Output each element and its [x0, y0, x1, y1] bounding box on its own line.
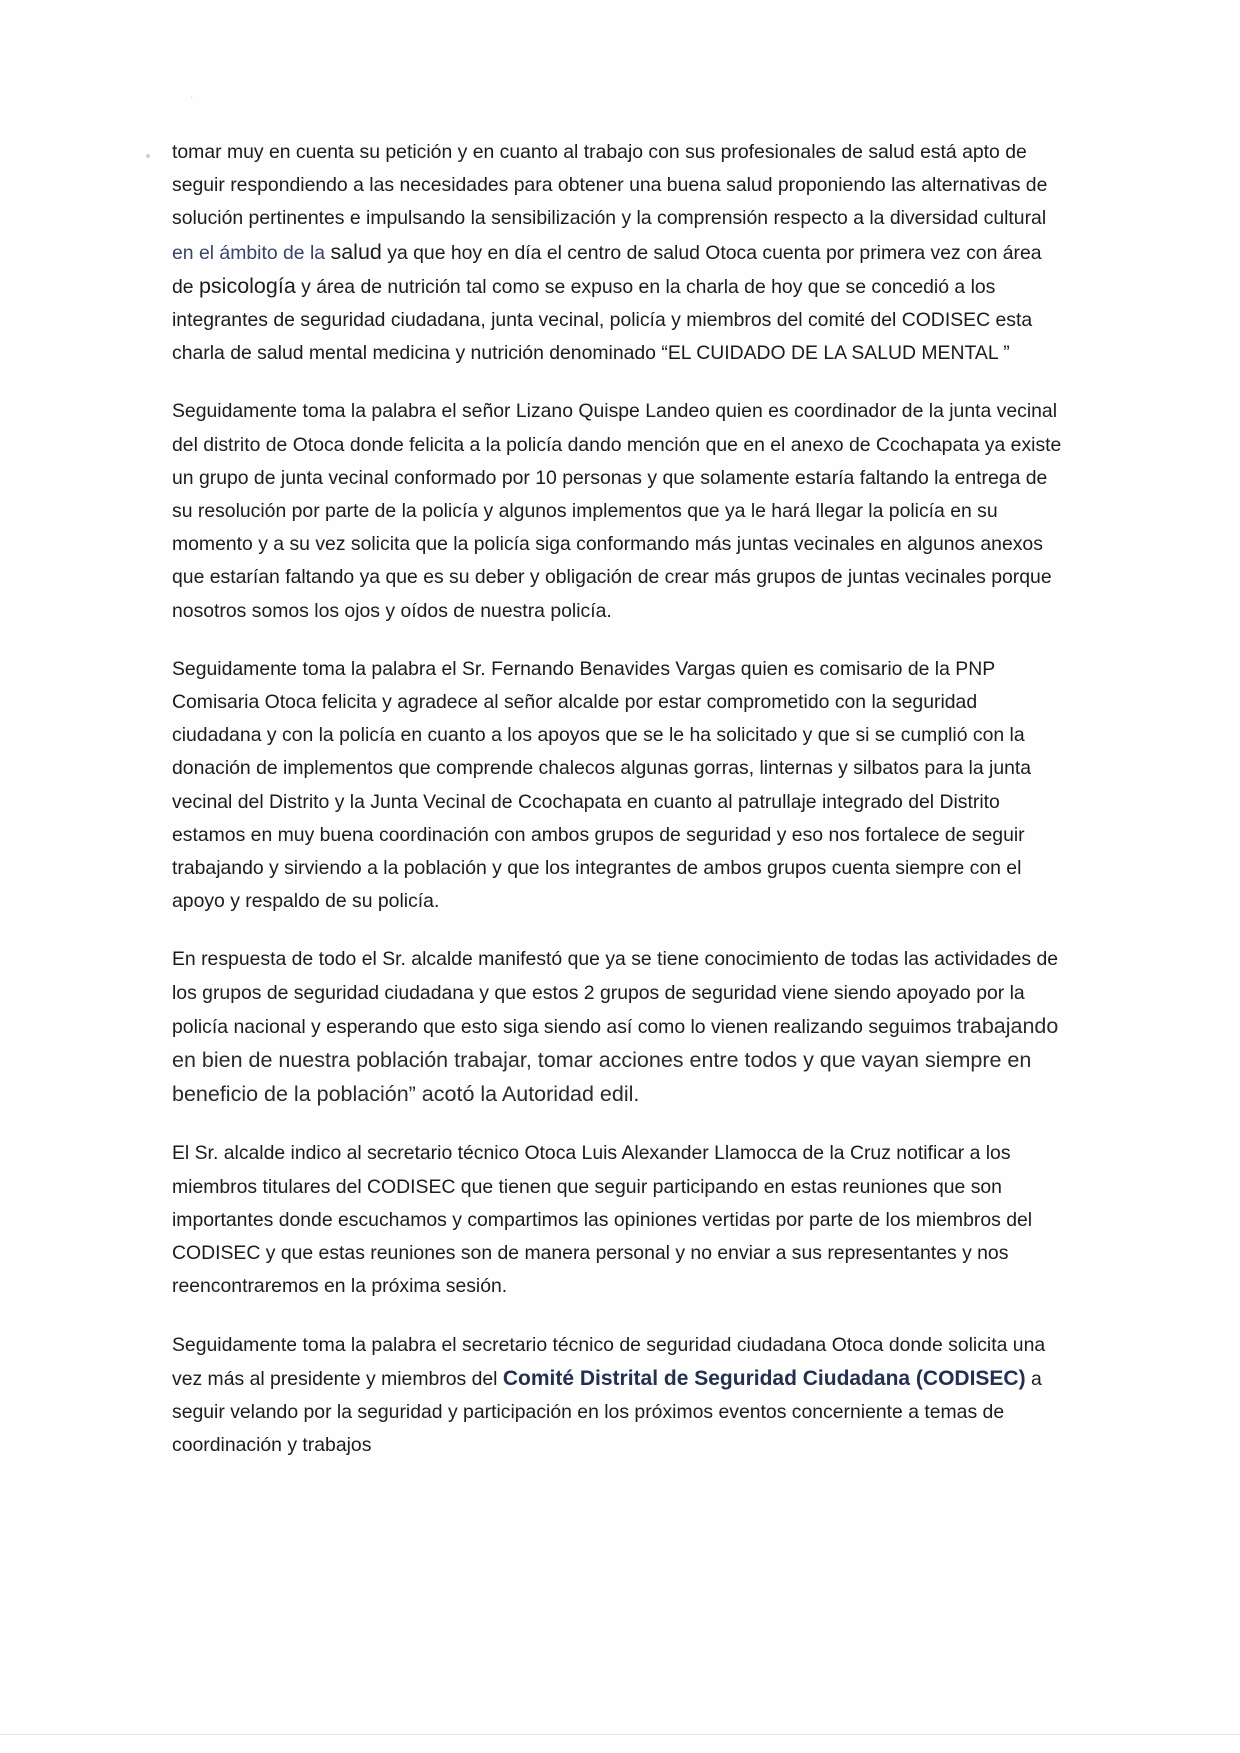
paragraph-1-text-a: tomar muy en cuenta su petición y en cuanto al trabajo con sus profesionales de salud está apto de seguir respondiendo a las necesidades para obtener una buena salud proponiendo las alternativas de solución pertinentes e impulsando la sensibilización y la comprensión respecto a la diversidad cultural	[172, 141, 1048, 230]
paragraph-1-text-d: ya que hoy en día el centro de salud Otoca cuenta por primera vez con área de	[172, 241, 1042, 298]
paragraph-4-text-a: En respuesta de todo el Sr. alcalde manifestó que ya se tiene conocimiento de todas las actividades de los grupos de seguridad ciudadana y que estos 2 grupos de seguridad viene siendo apoyado por la policía nacional y esperando que esto siga siendo así como lo vienen realizando seguimos	[172, 948, 1059, 1038]
paragraph-1-text-f: y área de nutrición tal como se expuso en la charla de hoy que se concedió a los integrantes de seguridad ciudadana, junta vecinal, policía y miembros del comité del CODISEC esta charla de salud mental medicina y nutrición denominado “EL CUIDADO DE LA SALUD MENTAL ”	[172, 275, 1033, 365]
paragraph-3	[172, 653, 1062, 919]
paragraph-6-text-c: a seguir velando por la seguridad y participación en los próximos eventos concerniente a temas de coordinación y trabajos	[172, 1367, 1042, 1457]
paragraph-2	[172, 395, 1062, 627]
paragraph-4	[172, 943, 1062, 1112]
paragraph-5	[172, 1137, 1062, 1303]
scan-speck: ·	[190, 93, 194, 104]
document-body	[172, 136, 1062, 1487]
paragraph-6-text-b: Comité Distrital de Seguridad Ciudadana (CODISEC)	[502, 1366, 1026, 1390]
paragraph-1-text-e: psicología	[198, 273, 296, 298]
paragraph-6	[172, 1329, 1062, 1463]
paragraph-5-text: El Sr. alcalde indico al secretario técnico Otoca Luis Alexander Llamocca de la Cruz notificar a los miembros titulares del CODISEC que tienen que seguir participando en estas reuniones que son importantes donde escuchamos y compartimos las opiniones vertidas por parte de los miembros del CODISEC y que estas reuniones son de manera personal y no enviar a sus representantes y nos reencontraremos en la próxima sesión.	[172, 1142, 1033, 1298]
margin-mark	[146, 154, 150, 158]
paragraph-6-text-a: Seguidamente toma la palabra el secretario técnico de seguridad ciudadana Otoca donde solicita una vez más al presidente y miembros del	[172, 1333, 1046, 1390]
paragraph-3-text: Seguidamente toma la palabra el Sr. Fernando Benavides Vargas quien es comisario de la PNP Comisaria Otoca felicita y agradece al señor alcalde por estar comprometido con la seguridad ciudadana y con la policía en cuanto a los apoyos que se le ha solicitado y que si se cumplió con la donación de implementos que comprende chalecos algunas gorras, linternas y silbatos para la junta vecinal del Distrito y la Junta Vecinal de Ccochapata en cuanto al patrullaje integrado del Distrito estamos en muy buena coordinación con ambos grupos de seguridad y eso nos fortalece de seguir trabajando y sirviendo a la población y que los integrantes de ambos grupos cuenta siempre con el apoyo y respaldo de su policía.	[172, 657, 1032, 913]
scan-edge-line	[0, 1734, 1240, 1735]
paragraph-2-text: Seguidamente toma la palabra el señor Lizano Quispe Landeo quien es coordinador de la junta vecinal del distrito de Otoca donde felicita a la policía dando mención que en el anexo de Ccochapata ya existe un grupo de junta vecinal conformado por 10 personas y que solamente estaría faltando la entrega de su resolución por parte de la policía y algunos implementos que ya le hará llegar la policía en su momento y a su vez solicita que la policía siga conformando más juntas vecinales en algunos anexos que estarían faltando ya que es su deber y obligación de crear más grupos de juntas vecinales porque nosotros somos los ojos y oídos de nuestra policía.	[172, 400, 1062, 622]
paragraph-1-text-c: salud	[330, 239, 382, 264]
paragraph-1-text-b: en el ámbito de la	[172, 241, 331, 264]
paragraph-4-text-b: trabajando en bien de nuestra población trabajar, tomar acciones entre todos y que vayan siempre en beneficio de la población” acotó la Autoridad edil.	[172, 1013, 1059, 1107]
paragraph-1	[172, 136, 1062, 370]
